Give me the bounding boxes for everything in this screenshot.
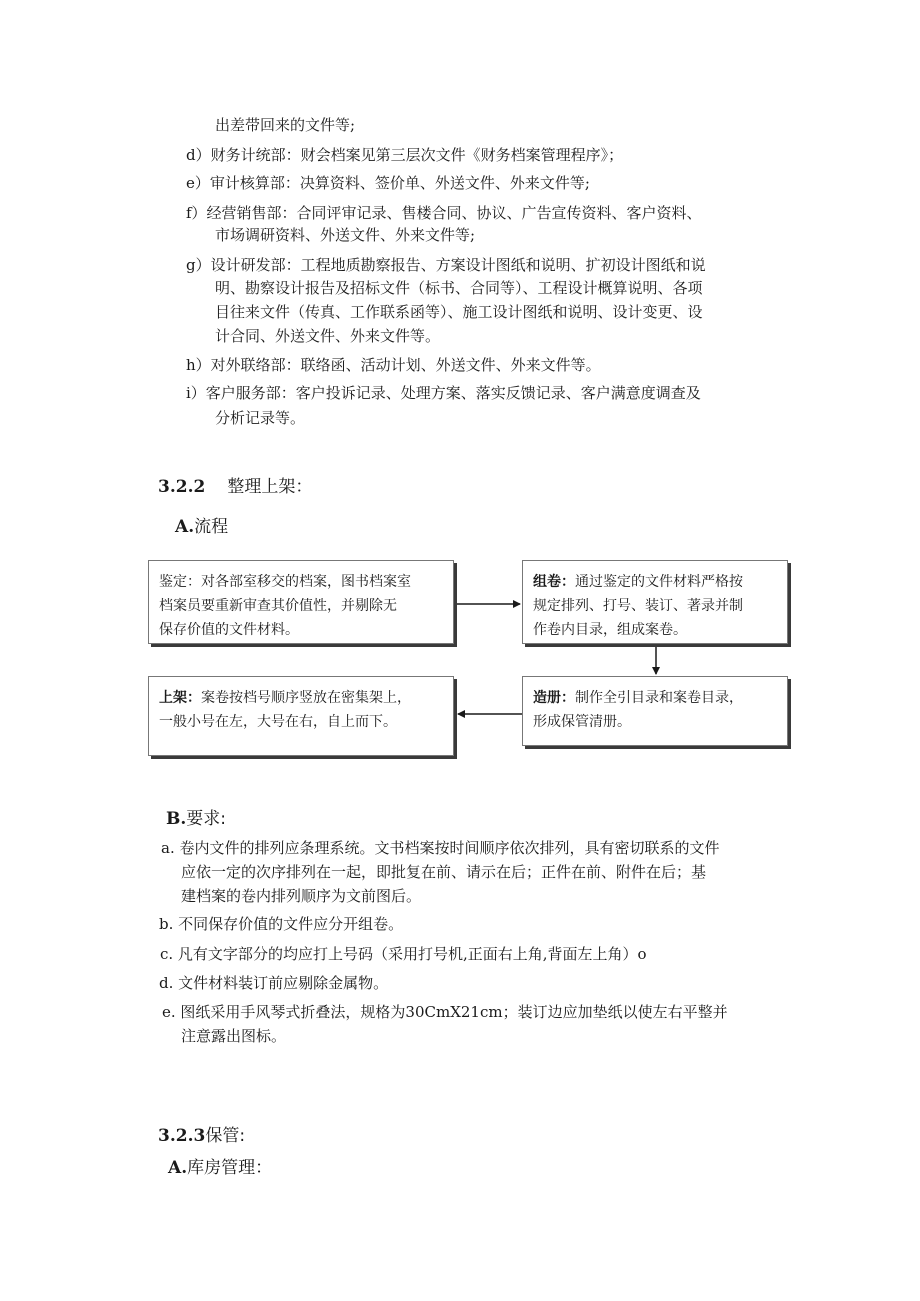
flow-box-line: 一般小号在左，大号在右，自上而下。 <box>159 714 397 730</box>
heading-letter: A. <box>175 517 195 537</box>
requirement-line: b. 不同保存价值的文件应分开组卷。 <box>159 915 404 933</box>
section-title: 保管: <box>205 1126 246 1146</box>
section-title: 整理上架： <box>227 477 313 497</box>
flow-box-line: 通过鉴定的文件材料严格按 <box>575 574 743 590</box>
dept-list-line: 市场调研资料、外送文件、外来文件等; <box>215 226 476 244</box>
requirement-line: 应依一定的次序排列在一起，即批复在前、请示在后；正件在前、附件在后；基 <box>181 863 707 881</box>
storage-heading <box>168 1157 272 1179</box>
requirement-line: e. 图纸采用手风琴式折叠法，规格为30CmX21cm；装订边应加垫纸以使左右平整并 <box>162 1003 728 1021</box>
dept-list-line: h）对外联络部：联络函、活动计划、外送文件、外来文件等。 <box>186 356 601 374</box>
flow-heading <box>175 516 228 538</box>
flow-box-zaoce <box>522 676 788 746</box>
dept-list-line: 计合同、外送文件、外来文件等。 <box>215 327 441 345</box>
dept-list-line: 明、勘察设计报告及招标文件（标书、合同等）、工程设计概算说明、各项 <box>215 279 703 297</box>
heading-text: 流程 <box>194 517 229 537</box>
requirement-line: a. 卷内文件的排列应条理系统。文书档案按时间顺序依次排列，具有密切联系的文件 <box>161 839 720 857</box>
flow-box-label: 上架： <box>159 690 201 706</box>
flow-box-line: 制作全引目录和案卷目录， <box>575 690 743 706</box>
flow-box-line: 保存价值的文件材料。 <box>159 622 299 638</box>
flow-box-zujuan <box>522 560 788 644</box>
flow-box-label: 组卷： <box>533 574 575 590</box>
dept-list-line: 分析记录等。 <box>215 409 306 427</box>
flow-box-line: 形成保管清册。 <box>533 714 631 730</box>
flow-box-label: 造册： <box>533 690 575 706</box>
requirement-line: d. 文件材料装订前应剔除金属物。 <box>159 974 389 992</box>
requirement-line: 注意露出图标。 <box>181 1027 287 1045</box>
dept-list-line: i）客户服务部：客户投诉记录、处理方案、落实反馈记录、客户满意度调查及 <box>186 384 701 402</box>
heading-letter: A. <box>168 1158 188 1178</box>
flow-box-line: 鉴定：对各部室移交的档案，图书档案室 <box>159 574 411 590</box>
flow-box-jianding <box>148 560 454 644</box>
flow-box-line: 档案员要重新审查其价值性，并剔除无 <box>159 598 397 614</box>
flow-box-shangjia <box>148 676 454 756</box>
section-heading-323 <box>158 1125 245 1147</box>
requirement-line: 建档案的卷内排列顺序为文前图后。 <box>181 887 422 905</box>
flow-box-line: 案卷按档号顺序竖放在密集架上， <box>201 690 411 706</box>
dept-list-line: 目往来文件（传真、工作联系函等）、施工设计图纸和说明、设计变更、设 <box>215 303 703 321</box>
requirements-heading <box>166 808 226 830</box>
heading-text: 要求: <box>186 809 227 829</box>
dept-list-line: f）经营销售部：合同评审记录、售楼合同、协议、广告宣传资料、客户资料、 <box>186 204 702 222</box>
section-number: 3.2.3 <box>158 1126 206 1146</box>
flow-box-line: 作卷内目录，组成案卷。 <box>533 622 687 638</box>
heading-text: 库房管理： <box>187 1158 273 1178</box>
section-heading-322 <box>158 476 312 498</box>
dept-list-line: e）审计核算部：决算资料、签价单、外送文件、外来文件等; <box>186 174 590 192</box>
dept-list-line: d）财务计统部：财会档案见第三层次文件《财务档案管理程序》； <box>186 146 624 164</box>
section-number: 3.2.2 <box>158 477 206 497</box>
heading-letter: B. <box>166 809 187 829</box>
dept-list-line: g）设计研发部：工程地质勘察报告、方案设计图纸和说明、扩初设计图纸和说 <box>186 256 706 274</box>
flow-box-line: 规定排列、打号、装订、著录并制 <box>533 598 743 614</box>
dept-list-line: 出差带回来的文件等; <box>215 116 356 134</box>
requirement-line: c. 凡有文字部分的均应打上号码（采用打号机,正面右上角,背面左上角）o <box>160 945 647 963</box>
